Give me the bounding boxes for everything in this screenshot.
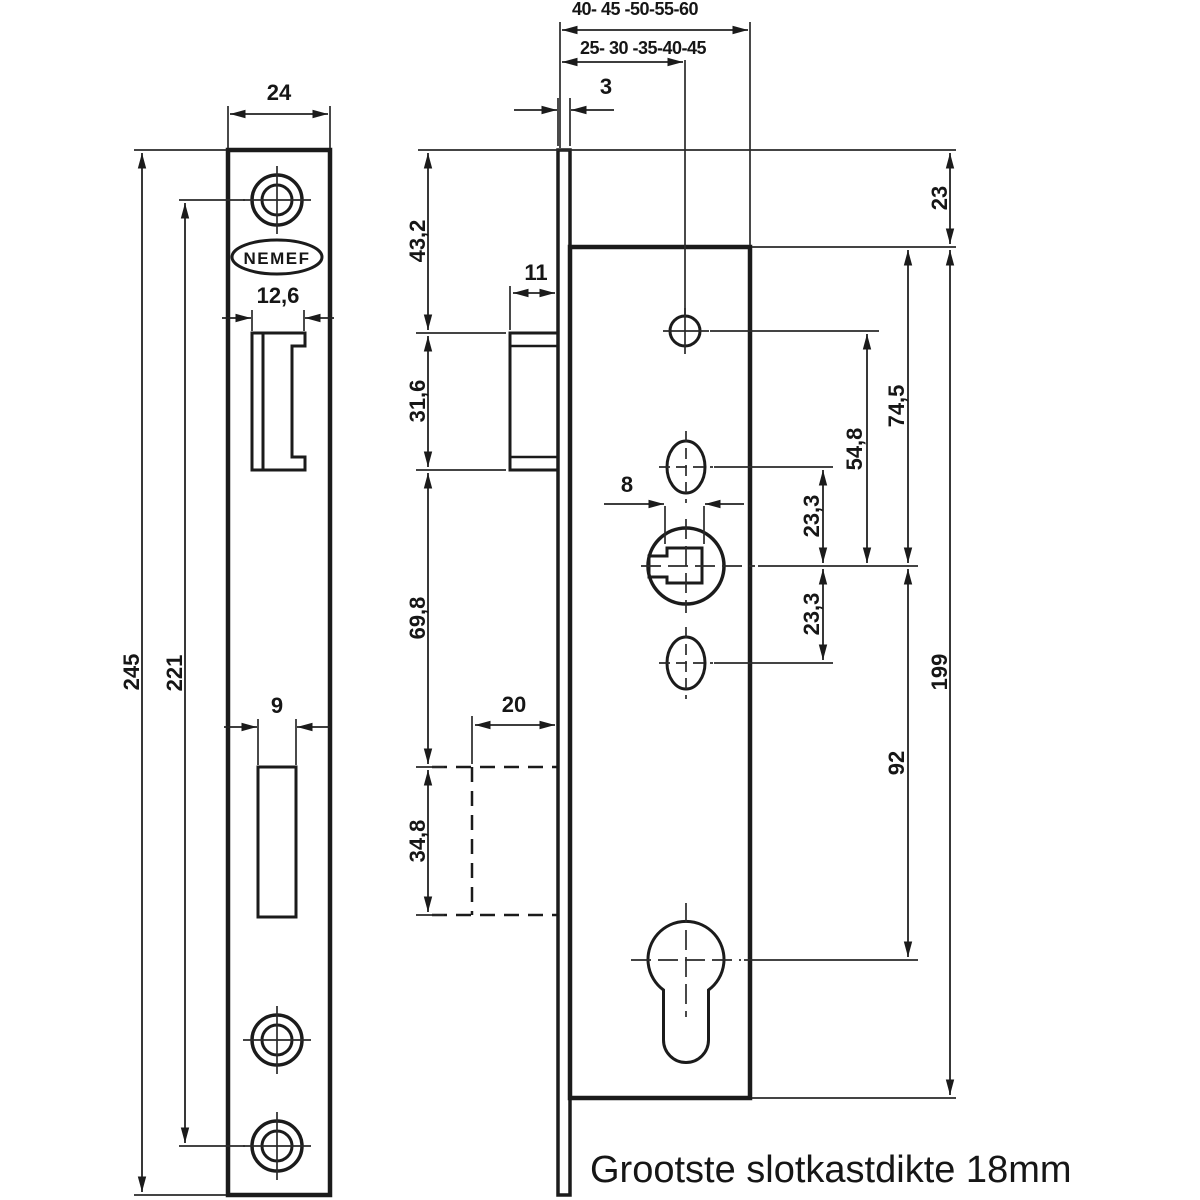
dim-20-label: 20: [501, 692, 527, 717]
brand-label: NEMEF: [243, 249, 311, 268]
dim-23-3-upper-label: 23,3: [799, 494, 824, 538]
dim-oval-to-follower-upper: [799, 470, 824, 563]
dim-case-height: [927, 250, 952, 1095]
dim-11-label: 11: [524, 260, 548, 285]
front-screw-hole-middle: [243, 1006, 311, 1074]
dim-backset-outer-range: [562, 0, 748, 30]
dim-74-5-label: 74,5: [884, 384, 909, 428]
dim-221-label: 221: [162, 654, 187, 692]
deadbolt-cutout: [258, 767, 296, 917]
dim-31-6-label: 31,6: [405, 379, 430, 423]
side-view: [432, 150, 755, 1195]
dim-54-8-label: 54,8: [842, 427, 867, 471]
dim-screw-hole-span: [162, 203, 187, 1143]
spindle-oval-top: [659, 431, 713, 503]
dim-9-label: 9: [270, 693, 284, 718]
dim-24-label: 24: [266, 80, 292, 105]
latch-cutout: [252, 333, 305, 470]
dim-69-8-label: 69,8: [405, 596, 430, 640]
dim-deadbolt-cutout-width: [224, 693, 330, 727]
front-screw-hole-top: [243, 166, 311, 234]
dim-plate-overhang: [927, 153, 952, 244]
dim-backset-inner-range: [562, 38, 707, 62]
dim-245-label: 245: [119, 653, 144, 691]
dim-3-label: 3: [599, 74, 613, 99]
dim-23-label: 23: [927, 185, 952, 211]
dim-top-to-latch: [405, 153, 430, 330]
dim-latch-protrusion: [513, 260, 555, 293]
front-screw-hole-bottom: [243, 1112, 311, 1180]
case-screw-hole: [663, 308, 709, 354]
dim-oval-to-follower-lower: [799, 569, 824, 660]
latch-bolt-side: [510, 333, 558, 470]
dim-25-45-label: 25- 30 -35-40-45: [579, 38, 707, 58]
dim-199-label: 199: [927, 653, 952, 691]
note-text: Grootste slotkastdikte 18mm: [590, 1149, 1072, 1191]
dim-faceplate-thickness: [514, 74, 614, 110]
follower-hole: [641, 519, 755, 613]
dim-follower-to-cylinder: [884, 569, 909, 957]
dim-front-width: [230, 80, 328, 114]
dim-hole-to-follower: [842, 334, 867, 563]
spindle-oval-bottom: [659, 627, 713, 699]
dim-8-label: 8: [620, 472, 634, 497]
dim-92-label: 92: [884, 750, 909, 776]
dim-43-2-label: 43,2: [405, 219, 430, 263]
dim-23-3-lower-label: 23,3: [799, 592, 824, 636]
euro-cylinder-hole: [631, 903, 741, 1063]
dim-case-top-to-follower: [884, 250, 909, 563]
nemef-logo: [232, 240, 322, 274]
dim-latch-height: [405, 336, 430, 467]
dimensions: [119, 0, 952, 1192]
dim-40-60-label: 40- 45 -50-55-60: [571, 0, 699, 19]
dim-12-6-label: 12,6: [256, 283, 300, 308]
dim-latch-cutout-width: [222, 283, 334, 318]
extension-lines: [134, 22, 956, 1195]
dim-latch-to-deadbolt: [405, 473, 430, 764]
dim-deadbolt-depth: [475, 692, 555, 725]
dim-deadbolt-height: [405, 770, 430, 912]
dim-34-8-label: 34,8: [405, 819, 430, 863]
deadbolt-hidden-outline: [432, 767, 557, 915]
dim-plate-height: [119, 153, 144, 1192]
